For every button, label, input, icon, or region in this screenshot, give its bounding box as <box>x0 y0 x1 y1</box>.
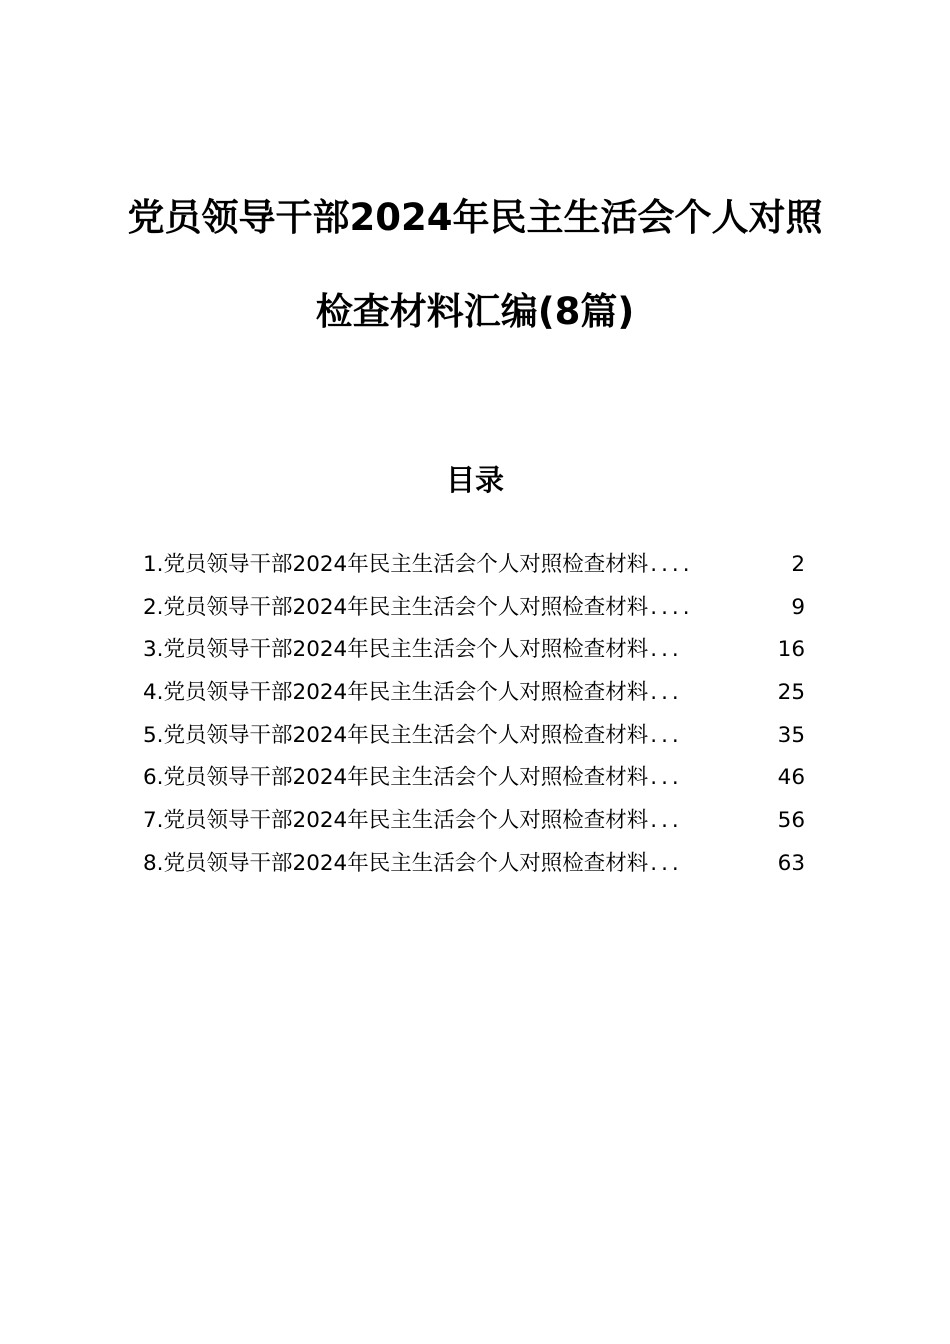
toc-entry-page: 16 <box>777 637 805 663</box>
toc-entry-5[interactable] <box>143 715 805 758</box>
toc-leader-dots: .... <box>650 594 694 620</box>
toc-entry-title: 党员领导干部2024年民主生活会个人对照检查材料 <box>163 850 649 876</box>
toc-entry-6[interactable] <box>143 757 805 800</box>
toc-entry-4[interactable] <box>143 672 805 715</box>
toc-entry-number: 6. <box>143 765 164 791</box>
toc-entry-page: 25 <box>777 680 805 706</box>
toc-entry-2[interactable] <box>143 587 805 630</box>
toc-entry-title: 党员领导干部2024年民主生活会个人对照检查材料 <box>163 680 649 706</box>
document-title-line-1: 党员领导干部2024年民主生活会个人对照 <box>127 196 823 239</box>
toc-entry-number: 1. <box>143 552 164 577</box>
toc-heading: 目录 <box>445 463 504 497</box>
table-of-contents <box>143 544 805 886</box>
toc-entry-page: 56 <box>777 808 805 834</box>
toc-entry-7[interactable] <box>143 800 805 843</box>
toc-entry-3[interactable] <box>143 629 805 672</box>
toc-entry-number: 4. <box>143 680 164 706</box>
toc-entry-title: 党员领导干部2024年民主生活会个人对照检查材料 <box>163 552 649 577</box>
toc-entry-title: 党员领导干部2024年民主生活会个人对照检查材料 <box>163 765 649 791</box>
toc-entry-title: 党员领导干部2024年民主生活会个人对照检查材料 <box>163 722 649 748</box>
toc-entry-title: 党员领导干部2024年民主生活会个人对照检查材料 <box>163 594 649 620</box>
toc-leader-dots: ... <box>650 637 683 663</box>
toc-leader-dots: ... <box>650 765 683 791</box>
toc-leader-dots: ... <box>650 722 683 748</box>
toc-leader-dots: .... <box>650 552 694 577</box>
toc-leader-dots: ... <box>650 680 683 706</box>
toc-entry-page: 35 <box>777 722 805 748</box>
toc-entry-page: 2 <box>791 552 805 577</box>
toc-entry-title: 党员领导干部2024年民主生活会个人对照检查材料 <box>163 808 649 834</box>
toc-entry-number: 3. <box>143 637 164 663</box>
toc-entry-page: 63 <box>777 850 805 876</box>
toc-entry-number: 2. <box>143 594 164 620</box>
document-title-line-2: 检查材料汇编(8篇) <box>315 290 635 333</box>
toc-entry-number: 5. <box>143 722 164 748</box>
toc-leader-dots: ... <box>650 850 683 876</box>
toc-leader-dots: ... <box>650 808 683 834</box>
toc-entry-page: 9 <box>791 594 805 620</box>
toc-entry-title: 党员领导干部2024年民主生活会个人对照检查材料 <box>163 637 649 663</box>
toc-entry-1[interactable] <box>143 544 805 587</box>
toc-entry-number: 8. <box>143 850 164 876</box>
toc-entry-number: 7. <box>143 808 164 834</box>
toc-entry-8[interactable] <box>143 843 805 886</box>
toc-entry-page: 46 <box>777 765 805 791</box>
